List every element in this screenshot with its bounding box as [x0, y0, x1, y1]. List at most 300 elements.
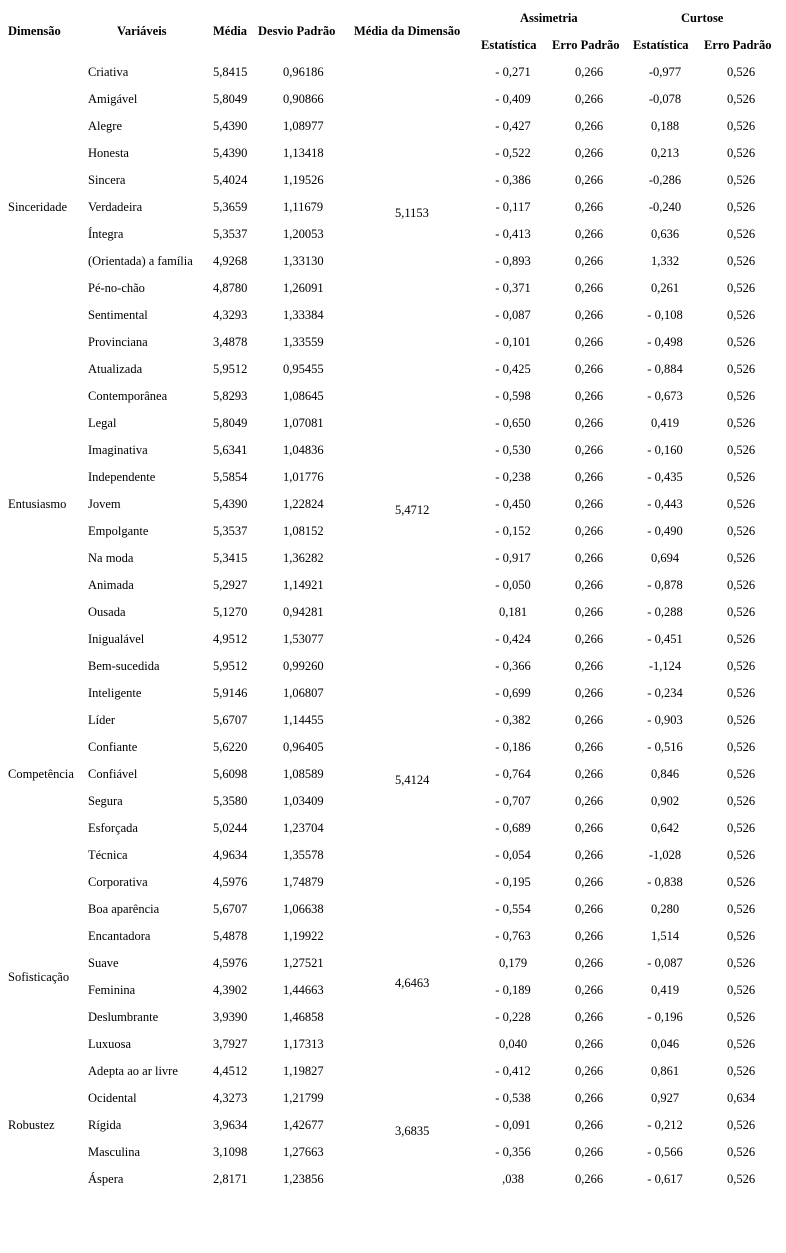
cell-media: 4,3902 — [213, 983, 248, 997]
cell-desvio-padrao: 1,35578 — [283, 848, 324, 862]
cell-assimetria-estatistica: - 0,425 — [495, 362, 531, 376]
cell-media: 5,1270 — [213, 605, 248, 619]
dimension-label: Sinceridade — [8, 200, 68, 214]
cell-media: 4,5976 — [213, 875, 248, 889]
cell-assimetria-estatistica: - 0,238 — [495, 470, 531, 484]
cell-variavel: Suave — [88, 956, 119, 970]
cell-curtose-estatistica: - 0,443 — [647, 497, 683, 511]
table-row — [0, 578, 786, 605]
cell-curtose-estatistica: 1,332 — [650, 254, 680, 268]
table-row — [0, 902, 786, 929]
cell-desvio-padrao: 1,33384 — [283, 308, 324, 322]
cell-curtose-estatistica: - 0,838 — [647, 875, 683, 889]
cell-curtose-erro-padrao: 0,634 — [726, 1091, 756, 1105]
dimension-mean: 5,4124 — [395, 773, 430, 787]
cell-assimetria-erro-padrao: 0,266 — [574, 605, 604, 619]
table-row — [0, 1064, 786, 1091]
cell-media: 5,3659 — [213, 200, 248, 214]
cell-variavel: Áspera — [88, 1172, 124, 1186]
cell-desvio-padrao: 1,01776 — [283, 470, 324, 484]
cell-desvio-padrao: 1,08152 — [283, 524, 324, 538]
cell-curtose-estatistica: - 0,435 — [647, 470, 683, 484]
cell-variavel: Inteligente — [88, 686, 142, 700]
cell-curtose-erro-padrao: 0,526 — [726, 146, 756, 160]
cell-desvio-padrao: 1,23856 — [283, 1172, 324, 1186]
cell-curtose-erro-padrao: 0,526 — [726, 740, 756, 754]
cell-assimetria-erro-padrao: 0,266 — [574, 389, 604, 403]
table-row — [0, 146, 786, 173]
header-dimensao: Dimensão — [8, 24, 61, 38]
cell-curtose-erro-padrao: 0,526 — [726, 713, 756, 727]
cell-curtose-erro-padrao: 0,526 — [726, 335, 756, 349]
cell-assimetria-erro-padrao: 0,266 — [574, 1172, 604, 1186]
cell-curtose-erro-padrao: 0,526 — [726, 308, 756, 322]
cell-curtose-estatistica: 0,846 — [650, 767, 680, 781]
cell-assimetria-erro-padrao: 0,266 — [574, 821, 604, 835]
cell-desvio-padrao: 1,33130 — [283, 254, 324, 268]
cell-desvio-padrao: 0,90866 — [283, 92, 324, 106]
cell-assimetria-erro-padrao: 0,266 — [574, 200, 604, 214]
cell-curtose-erro-padrao: 0,526 — [726, 1172, 756, 1186]
cell-media: 5,4390 — [213, 119, 248, 133]
cell-assimetria-estatistica: 0,040 — [498, 1037, 528, 1051]
cell-variavel: Honesta — [88, 146, 129, 160]
cell-curtose-estatistica: 0,636 — [650, 227, 680, 241]
cell-curtose-erro-padrao: 0,526 — [726, 281, 756, 295]
cell-desvio-padrao: 1,03409 — [283, 794, 324, 808]
table-row — [0, 713, 786, 740]
cell-assimetria-erro-padrao: 0,266 — [574, 308, 604, 322]
cell-media: 4,3293 — [213, 308, 248, 322]
table-row — [0, 767, 786, 794]
cell-assimetria-estatistica: - 0,450 — [495, 497, 531, 511]
table-row — [0, 1172, 786, 1199]
cell-assimetria-erro-padrao: 0,266 — [574, 875, 604, 889]
cell-curtose-erro-padrao: 0,526 — [726, 875, 756, 889]
cell-curtose-estatistica: - 0,212 — [647, 1118, 683, 1132]
cell-assimetria-estatistica: - 0,538 — [495, 1091, 531, 1105]
cell-assimetria-erro-padrao: 0,266 — [574, 1064, 604, 1078]
cell-variavel: Esforçada — [88, 821, 138, 835]
header-curtose-estatistica: Estatística — [633, 38, 689, 52]
cell-desvio-padrao: 1,14921 — [283, 578, 324, 592]
cell-assimetria-erro-padrao: 0,266 — [574, 227, 604, 241]
cell-desvio-padrao: 1,11679 — [283, 200, 324, 214]
dimension-label: Entusiasmo — [8, 497, 67, 511]
cell-media: 5,3537 — [213, 227, 248, 241]
cell-assimetria-erro-padrao: 0,266 — [574, 551, 604, 565]
cell-media: 5,5854 — [213, 470, 248, 484]
cell-variavel: Deslumbrante — [88, 1010, 159, 1024]
cell-curtose-estatistica: -1,028 — [648, 848, 682, 862]
cell-curtose-estatistica: -0,240 — [648, 200, 682, 214]
cell-curtose-erro-padrao: 0,526 — [726, 1118, 756, 1132]
table-row — [0, 1118, 786, 1145]
cell-assimetria-erro-padrao: 0,266 — [574, 524, 604, 538]
cell-desvio-padrao: 1,19922 — [283, 929, 324, 943]
table-row — [0, 443, 786, 470]
cell-curtose-estatistica: - 0,087 — [647, 956, 683, 970]
cell-variavel: (Orientada) a família — [88, 254, 193, 268]
cell-assimetria-erro-padrao: 0,266 — [574, 848, 604, 862]
cell-curtose-estatistica: -0,286 — [648, 173, 682, 187]
cell-assimetria-estatistica: - 0,413 — [495, 227, 531, 241]
cell-curtose-estatistica: 0,419 — [650, 983, 680, 997]
cell-curtose-estatistica: - 0,490 — [647, 524, 683, 538]
cell-assimetria-estatistica: - 0,424 — [495, 632, 531, 646]
table-row — [0, 983, 786, 1010]
cell-variavel: Na moda — [88, 551, 134, 565]
cell-assimetria-erro-padrao: 0,266 — [574, 92, 604, 106]
header-variaveis: Variáveis — [117, 24, 167, 38]
cell-variavel: Ousada — [88, 605, 126, 619]
cell-desvio-padrao: 1,44663 — [283, 983, 324, 997]
cell-desvio-padrao: 1,74879 — [283, 875, 324, 889]
cell-desvio-padrao: 0,96186 — [283, 65, 324, 79]
cell-assimetria-estatistica: - 0,763 — [495, 929, 531, 943]
cell-assimetria-estatistica: - 0,091 — [495, 1118, 531, 1132]
cell-assimetria-estatistica: 0,181 — [498, 605, 528, 619]
cell-media: 5,3537 — [213, 524, 248, 538]
cell-media: 5,8049 — [213, 416, 248, 430]
table-row — [0, 821, 786, 848]
cell-variavel: Imaginativa — [88, 443, 148, 457]
header-assimetria-estatistica: Estatística — [481, 38, 537, 52]
cell-variavel: Animada — [88, 578, 134, 592]
cell-variavel: Adepta ao ar livre — [88, 1064, 178, 1078]
cell-assimetria-estatistica: - 0,412 — [495, 1064, 531, 1078]
cell-variavel: Jovem — [88, 497, 121, 511]
cell-curtose-estatistica: - 0,617 — [647, 1172, 683, 1186]
cell-curtose-estatistica: - 0,884 — [647, 362, 683, 376]
cell-desvio-padrao: 1,42677 — [283, 1118, 324, 1132]
cell-curtose-estatistica: - 0,196 — [647, 1010, 683, 1024]
cell-curtose-erro-padrao: 0,526 — [726, 659, 756, 673]
cell-curtose-erro-padrao: 0,526 — [726, 389, 756, 403]
cell-variavel: Independente — [88, 470, 156, 484]
table-row — [0, 1037, 786, 1064]
cell-variavel: Pé-no-chão — [88, 281, 145, 295]
table-row — [0, 1145, 786, 1172]
cell-desvio-padrao: 0,99260 — [283, 659, 324, 673]
cell-curtose-estatistica: -0,078 — [648, 92, 682, 106]
cell-assimetria-erro-padrao: 0,266 — [574, 119, 604, 133]
cell-desvio-padrao: 1,14455 — [283, 713, 324, 727]
cell-media: 5,9512 — [213, 362, 248, 376]
cell-assimetria-estatistica: - 0,117 — [495, 200, 531, 214]
table-row — [0, 497, 786, 524]
cell-assimetria-erro-padrao: 0,266 — [574, 686, 604, 700]
cell-curtose-erro-padrao: 0,526 — [726, 767, 756, 781]
cell-media: 5,2927 — [213, 578, 248, 592]
cell-variavel: Verdadeira — [88, 200, 143, 214]
cell-desvio-padrao: 1,06638 — [283, 902, 324, 916]
cell-variavel: Empolgante — [88, 524, 149, 538]
cell-curtose-erro-padrao: 0,526 — [726, 1145, 756, 1159]
cell-assimetria-erro-padrao: 0,266 — [574, 740, 604, 754]
cell-curtose-estatistica: - 0,108 — [647, 308, 683, 322]
cell-media: 5,3580 — [213, 794, 248, 808]
cell-variavel: Líder — [88, 713, 116, 727]
cell-curtose-erro-padrao: 0,526 — [726, 524, 756, 538]
cell-variavel: Provinciana — [88, 335, 148, 349]
cell-variavel: Íntegra — [88, 227, 124, 241]
cell-curtose-erro-padrao: 0,526 — [726, 227, 756, 241]
cell-variavel: Legal — [88, 416, 117, 430]
cell-desvio-padrao: 1,33559 — [283, 335, 324, 349]
cell-curtose-estatistica: - 0,451 — [647, 632, 683, 646]
cell-media: 3,9634 — [213, 1118, 248, 1132]
cell-assimetria-estatistica: ,038 — [502, 1172, 524, 1186]
header-curtose-erro-padrao: Erro Padrão — [704, 38, 772, 52]
cell-assimetria-erro-padrao: 0,266 — [574, 416, 604, 430]
cell-variavel: Sentimental — [88, 308, 148, 322]
cell-desvio-padrao: 1,27521 — [283, 956, 324, 970]
cell-curtose-erro-padrao: 0,526 — [726, 956, 756, 970]
cell-assimetria-estatistica: - 0,087 — [495, 308, 531, 322]
cell-assimetria-estatistica: - 0,366 — [495, 659, 531, 673]
dimension-mean: 4,6463 — [395, 975, 430, 990]
table-row — [0, 551, 786, 578]
cell-curtose-erro-padrao: 0,526 — [726, 821, 756, 835]
cell-assimetria-erro-padrao: 0,266 — [574, 281, 604, 295]
header-media: Média — [213, 24, 248, 38]
cell-curtose-erro-padrao: 0,526 — [726, 254, 756, 268]
cell-media: 3,9390 — [213, 1010, 248, 1024]
cell-assimetria-erro-padrao: 0,266 — [574, 254, 604, 268]
cell-variavel: Técnica — [88, 848, 128, 862]
header-curtose: Curtose — [681, 11, 724, 25]
cell-curtose-estatistica: - 0,234 — [647, 686, 683, 700]
cell-curtose-estatistica: 0,642 — [650, 821, 680, 835]
cell-media: 5,6220 — [213, 740, 248, 754]
cell-media: 5,8415 — [213, 65, 248, 79]
cell-desvio-padrao: 0,96405 — [283, 740, 324, 754]
cell-desvio-padrao: 1,04836 — [283, 443, 324, 457]
cell-assimetria-estatistica: - 0,689 — [495, 821, 531, 835]
cell-variavel: Segura — [88, 794, 123, 808]
cell-desvio-padrao: 1,53077 — [283, 632, 324, 646]
cell-curtose-estatistica: 0,419 — [650, 416, 680, 430]
cell-variavel: Rígida — [88, 1118, 122, 1132]
cell-media: 5,6341 — [213, 443, 248, 457]
cell-assimetria-estatistica: - 0,189 — [495, 983, 531, 997]
cell-curtose-erro-padrao: 0,526 — [726, 1010, 756, 1024]
cell-variavel: Ocidental — [88, 1091, 137, 1105]
cell-media: 5,8293 — [213, 389, 248, 403]
cell-media: 5,9512 — [213, 659, 248, 673]
header-media-dimensao: Média da Dimensão — [354, 24, 461, 38]
cell-curtose-estatistica: - 0,566 — [647, 1145, 683, 1159]
dimension-label: Robustez — [8, 1118, 55, 1132]
cell-assimetria-estatistica: - 0,371 — [495, 281, 531, 295]
cell-curtose-estatistica: 0,861 — [650, 1064, 680, 1078]
table-row — [0, 605, 786, 632]
cell-desvio-padrao: 1,08589 — [283, 767, 324, 781]
cell-variavel: Confiável — [88, 767, 138, 781]
cell-media: 5,4390 — [213, 146, 248, 160]
table-row — [0, 659, 786, 686]
cell-curtose-erro-padrao: 0,526 — [726, 794, 756, 808]
cell-media: 5,8049 — [213, 92, 248, 106]
cell-curtose-erro-padrao: 0,526 — [726, 200, 756, 214]
cell-curtose-erro-padrao: 0,526 — [726, 470, 756, 484]
cell-media: 5,6707 — [213, 713, 248, 727]
cell-desvio-padrao: 1,23704 — [283, 821, 324, 835]
cell-assimetria-erro-padrao: 0,266 — [574, 173, 604, 187]
cell-curtose-erro-padrao: 0,526 — [726, 632, 756, 646]
cell-desvio-padrao: 1,26091 — [283, 281, 324, 295]
cell-assimetria-erro-padrao: 0,266 — [574, 497, 604, 511]
cell-curtose-erro-padrao: 0,526 — [726, 686, 756, 700]
table-row — [0, 308, 786, 335]
cell-assimetria-erro-padrao: 0,266 — [574, 335, 604, 349]
cell-curtose-erro-padrao: 0,526 — [726, 1064, 756, 1078]
cell-curtose-erro-padrao: 0,526 — [726, 605, 756, 619]
cell-curtose-estatistica: - 0,673 — [647, 389, 683, 403]
table-row — [0, 794, 786, 821]
cell-assimetria-estatistica: - 0,386 — [495, 173, 531, 187]
cell-curtose-erro-padrao: 0,526 — [726, 497, 756, 511]
cell-assimetria-estatistica: - 0,699 — [495, 686, 531, 700]
cell-media: 4,9268 — [213, 254, 248, 268]
cell-desvio-padrao: 0,94281 — [283, 605, 324, 619]
cell-desvio-padrao: 1,08977 — [283, 119, 324, 133]
cell-media: 3,1098 — [213, 1145, 248, 1159]
header-assimetria-erro-padrao: Erro Padrão — [552, 38, 620, 52]
cell-desvio-padrao: 1,07081 — [283, 416, 324, 430]
cell-curtose-erro-padrao: 0,526 — [726, 362, 756, 376]
cell-media: 5,4878 — [213, 929, 248, 943]
cell-assimetria-erro-padrao: 0,266 — [574, 1145, 604, 1159]
cell-assimetria-erro-padrao: 0,266 — [574, 1010, 604, 1024]
cell-variavel: Alegre — [88, 119, 123, 133]
dimension-label: Competência — [8, 767, 74, 781]
cell-variavel: Inigualável — [88, 632, 145, 646]
table-row — [0, 848, 786, 875]
cell-curtose-erro-padrao: 0,526 — [726, 443, 756, 457]
cell-media: 5,6098 — [213, 767, 248, 781]
cell-assimetria-estatistica: - 0,356 — [495, 1145, 531, 1159]
table-row — [0, 227, 786, 254]
table-row — [0, 389, 786, 416]
cell-assimetria-estatistica: - 0,598 — [495, 389, 531, 403]
cell-media: 4,9512 — [213, 632, 248, 646]
dimension-mean: 3,6835 — [395, 1124, 430, 1138]
table-row — [0, 335, 786, 362]
cell-curtose-erro-padrao: 0,526 — [726, 929, 756, 943]
cell-curtose-erro-padrao: 0,526 — [726, 551, 756, 565]
cell-curtose-estatistica: 0,927 — [650, 1091, 680, 1105]
cell-assimetria-erro-padrao: 0,266 — [574, 1037, 604, 1051]
cell-desvio-padrao: 1,20053 — [283, 227, 324, 241]
cell-desvio-padrao: 1,06807 — [283, 686, 324, 700]
cell-curtose-estatistica: - 0,878 — [647, 578, 683, 592]
cell-assimetria-estatistica: 0,179 — [498, 956, 528, 970]
cell-desvio-padrao: 1,21799 — [283, 1091, 324, 1105]
cell-variavel: Luxuosa — [88, 1037, 132, 1051]
table-row — [0, 929, 786, 956]
cell-assimetria-estatistica: - 0,101 — [495, 335, 531, 349]
cell-assimetria-estatistica: - 0,917 — [495, 551, 531, 565]
cell-curtose-estatistica: 0,902 — [650, 794, 680, 808]
cell-assimetria-erro-padrao: 0,266 — [574, 902, 604, 916]
cell-media: 4,9634 — [213, 848, 248, 862]
cell-assimetria-estatistica: - 0,382 — [495, 713, 531, 727]
cell-media: 5,6707 — [213, 902, 248, 916]
table-row — [0, 875, 786, 902]
cell-media: 5,4390 — [213, 497, 248, 511]
cell-variavel: Confiante — [88, 740, 138, 754]
cell-assimetria-estatistica: - 0,427 — [495, 119, 531, 133]
cell-assimetria-estatistica: - 0,054 — [495, 848, 531, 862]
cell-curtose-erro-padrao: 0,526 — [726, 65, 756, 79]
cell-desvio-padrao: 1,08645 — [283, 389, 324, 403]
cell-media: 5,4024 — [213, 173, 248, 187]
cell-curtose-estatistica: 1,514 — [650, 929, 680, 943]
cell-assimetria-erro-padrao: 0,266 — [574, 146, 604, 160]
cell-curtose-estatistica: - 0,288 — [647, 605, 683, 619]
cell-variavel: Criativa — [88, 65, 129, 79]
cell-assimetria-estatistica: - 0,764 — [495, 767, 531, 781]
cell-media: 4,4512 — [213, 1064, 248, 1078]
cell-assimetria-estatistica: - 0,186 — [495, 740, 531, 754]
cell-curtose-estatistica: - 0,498 — [647, 335, 683, 349]
cell-curtose-erro-padrao: 0,526 — [726, 416, 756, 430]
cell-desvio-padrao: 0,95455 — [283, 362, 324, 376]
cell-assimetria-estatistica: - 0,152 — [495, 524, 531, 538]
header-assimetria: Assimetria — [520, 11, 578, 25]
cell-assimetria-erro-padrao: 0,266 — [574, 470, 604, 484]
cell-assimetria-estatistica: - 0,409 — [495, 92, 531, 106]
table-row — [0, 632, 786, 659]
table-row — [0, 65, 786, 92]
cell-assimetria-erro-padrao: 0,266 — [574, 794, 604, 808]
cell-assimetria-erro-padrao: 0,266 — [574, 713, 604, 727]
cell-media: 4,5976 — [213, 956, 248, 970]
cell-curtose-erro-padrao: 0,526 — [726, 902, 756, 916]
cell-curtose-erro-padrao: 0,526 — [726, 92, 756, 106]
cell-variavel: Encantadora — [88, 929, 151, 943]
table-row — [0, 1091, 786, 1118]
cell-curtose-erro-padrao: 0,526 — [726, 119, 756, 133]
cell-curtose-estatistica: 0,188 — [650, 119, 680, 133]
cell-curtose-estatistica: -0,977 — [648, 65, 682, 79]
cell-desvio-padrao: 1,19526 — [283, 173, 324, 187]
cell-assimetria-erro-padrao: 0,266 — [574, 65, 604, 79]
table-row — [0, 416, 786, 443]
cell-media: 4,3273 — [213, 1091, 248, 1105]
cell-desvio-padrao: 1,22824 — [283, 497, 324, 511]
cell-media: 3,4878 — [213, 335, 248, 349]
cell-curtose-estatistica: - 0,516 — [647, 740, 683, 754]
cell-assimetria-erro-padrao: 0,266 — [574, 983, 604, 997]
cell-assimetria-erro-padrao: 0,266 — [574, 659, 604, 673]
cell-assimetria-estatistica: - 0,050 — [495, 578, 531, 592]
cell-curtose-erro-padrao: 0,526 — [726, 983, 756, 997]
table-row — [0, 470, 786, 497]
cell-media: 2,8171 — [213, 1172, 248, 1186]
table-row — [0, 254, 786, 281]
cell-desvio-padrao: 1,36282 — [283, 551, 324, 565]
cell-variavel: Corporativa — [88, 875, 148, 889]
cell-desvio-padrao: 1,27663 — [283, 1145, 324, 1159]
cell-curtose-estatistica: -1,124 — [648, 659, 682, 673]
table-row — [0, 524, 786, 551]
table-row — [0, 956, 786, 983]
header-desvio-padrao: Desvio Padrão — [258, 24, 336, 38]
cell-media: 3,7927 — [213, 1037, 248, 1051]
